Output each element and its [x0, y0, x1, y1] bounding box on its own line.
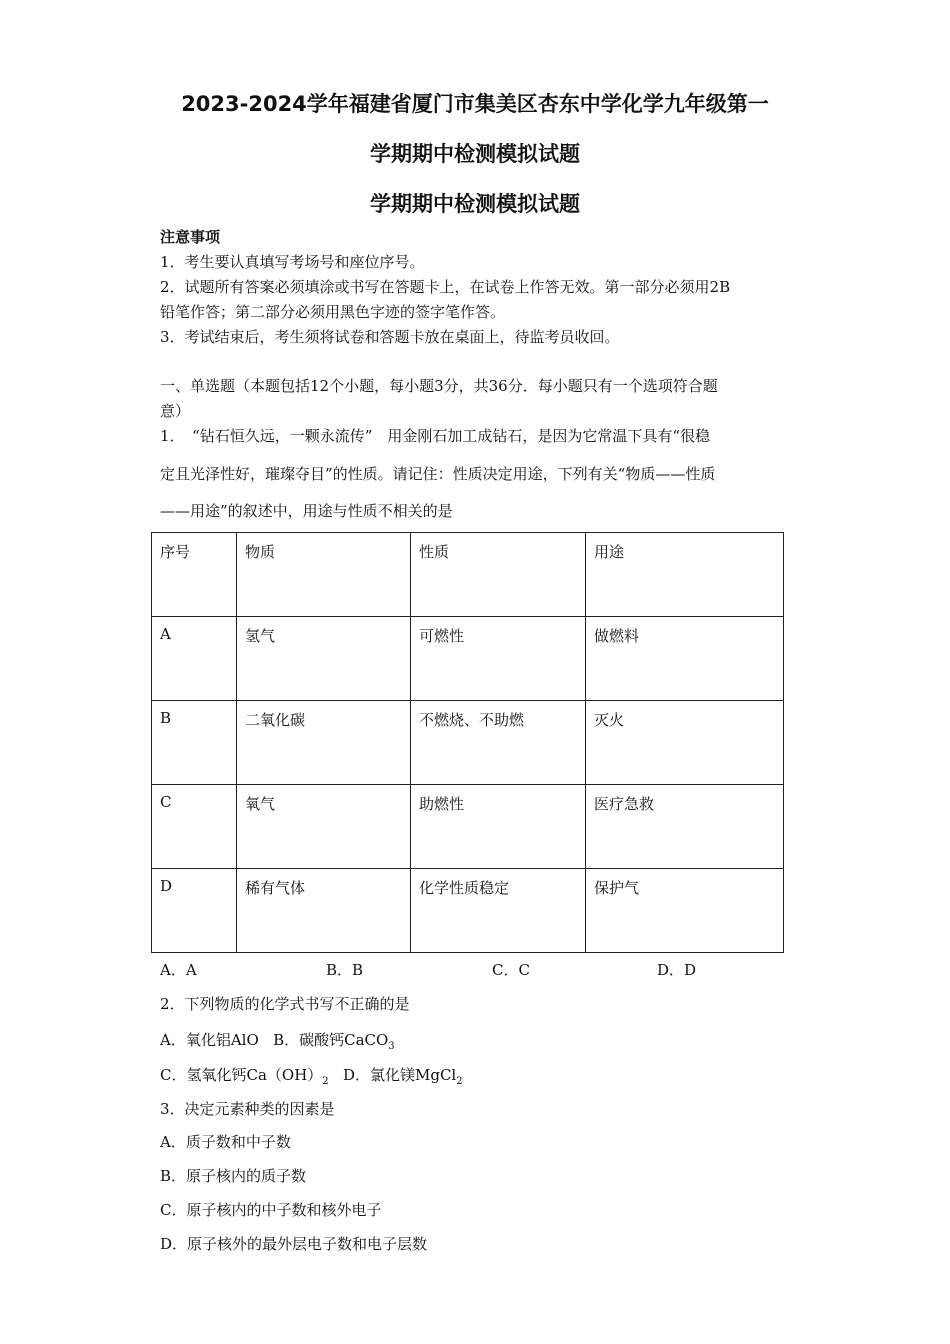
question-1-line-3: ——用途”的叙述中，用途与性质不相关的是: [160, 502, 453, 520]
section-heading-line-2: 意）: [160, 402, 191, 420]
table-cell: 化学性质稳定: [411, 869, 586, 953]
section-heading-line-1: 一、单选题（本题包括12个小题，每小题3分，共36分．每小题只有一个选项符合题: [160, 377, 718, 395]
question-2-stem: 2．下列物质的化学式书写不正确的是: [160, 995, 410, 1013]
exam-title-line-2: 学期期中检测模拟试题: [370, 142, 580, 166]
exam-title-line-3: 学期期中检测模拟试题: [370, 192, 580, 216]
notice-heading: 注意事项: [160, 228, 221, 246]
question-1-table: [151, 532, 784, 953]
notice-item-2-line-2: 铅笔作答；第二部分必须用黑色字迹的签字笔作答。: [160, 303, 506, 321]
table-header-cell: 序号: [152, 533, 237, 617]
table-cell: 助燃性: [411, 785, 586, 869]
table-cell: 氧气: [237, 785, 411, 869]
question-3-option-a: A．质子数和中子数: [160, 1133, 291, 1151]
table-cell: 医疗急救: [586, 785, 784, 869]
table-row: [152, 785, 784, 869]
table-cell: C: [152, 785, 237, 869]
table-cell: 稀有气体: [237, 869, 411, 953]
table-row: [152, 701, 784, 785]
question-2-option-c: C．氢氧化钙$Ca(OH)_2$: [160, 1066, 329, 1087]
table-cell: 做燃料: [586, 617, 784, 701]
table-cell: 氢气: [237, 617, 411, 701]
notice-item-3: 3．考试结束后，考生须将试卷和答题卡放在桌面上，待监考员收回。: [160, 328, 620, 346]
table-header-cell: 用途: [586, 533, 784, 617]
table-header-cell: 性质: [411, 533, 586, 617]
notice-item-1: 1．考生要认真填写考场号和座位序号。: [160, 253, 425, 271]
question-1-option-c: C．C: [492, 961, 530, 979]
table-cell: 灭火: [586, 701, 784, 785]
table-cell: 不燃烧、不助燃: [411, 701, 586, 785]
table-row: [152, 617, 784, 701]
table-cell: 保护气: [586, 869, 784, 953]
table-cell: 二氧化碳: [237, 701, 411, 785]
question-1-line-1: 1． “钻石恒久远，一颗永流传” 用金刚石加工成钻石，是因为它常温下具有“很稳: [160, 427, 711, 445]
question-1-line-2: 定且光泽性好，璀璨夺目”的性质。请记住：性质决定用途，下列有关“物质——性质: [160, 465, 716, 483]
question-1-option-d: D．D: [657, 961, 697, 979]
question-3-option-b: B．原子核内的质子数: [160, 1167, 307, 1185]
question-2-option-d: D．氯化镁MgCl$_2$: [342, 1066, 463, 1087]
question-2-option-b: B．碳酸钙CaCO$_3$: [273, 1031, 395, 1052]
table-cell: 可燃性: [411, 617, 586, 701]
question-1-option-a: A．A: [160, 961, 197, 979]
question-3-stem: 3．决定元素种类的因素是: [160, 1100, 335, 1118]
question-1-option-b: B．B: [326, 961, 364, 979]
question-3-option-d: D．原子核外的最外层电子数和电子层数: [160, 1235, 428, 1253]
question-2-options-ab: [160, 1030, 395, 1057]
question-3-option-c: C．原子核内的中子数和核外电子: [160, 1201, 382, 1219]
question-2-option-a: A．氧化铝AlO: [160, 1031, 259, 1049]
table-header-row: [152, 533, 784, 617]
table-cell: B: [152, 701, 237, 785]
table-header-cell: 物质: [237, 533, 411, 617]
table-cell: D: [152, 869, 237, 953]
notice-item-2-line-1: 2．试题所有答案必须填涂或书写在答题卡上，在试卷上作答无效。第一部分必须用2B: [160, 278, 731, 296]
question-2-options-cd: [160, 1065, 463, 1092]
table-cell: A: [152, 617, 237, 701]
exam-title-line-1: 2023-2024学年福建省厦门市集美区杏东中学化学九年级第一: [181, 92, 769, 116]
table-row: [152, 869, 784, 953]
